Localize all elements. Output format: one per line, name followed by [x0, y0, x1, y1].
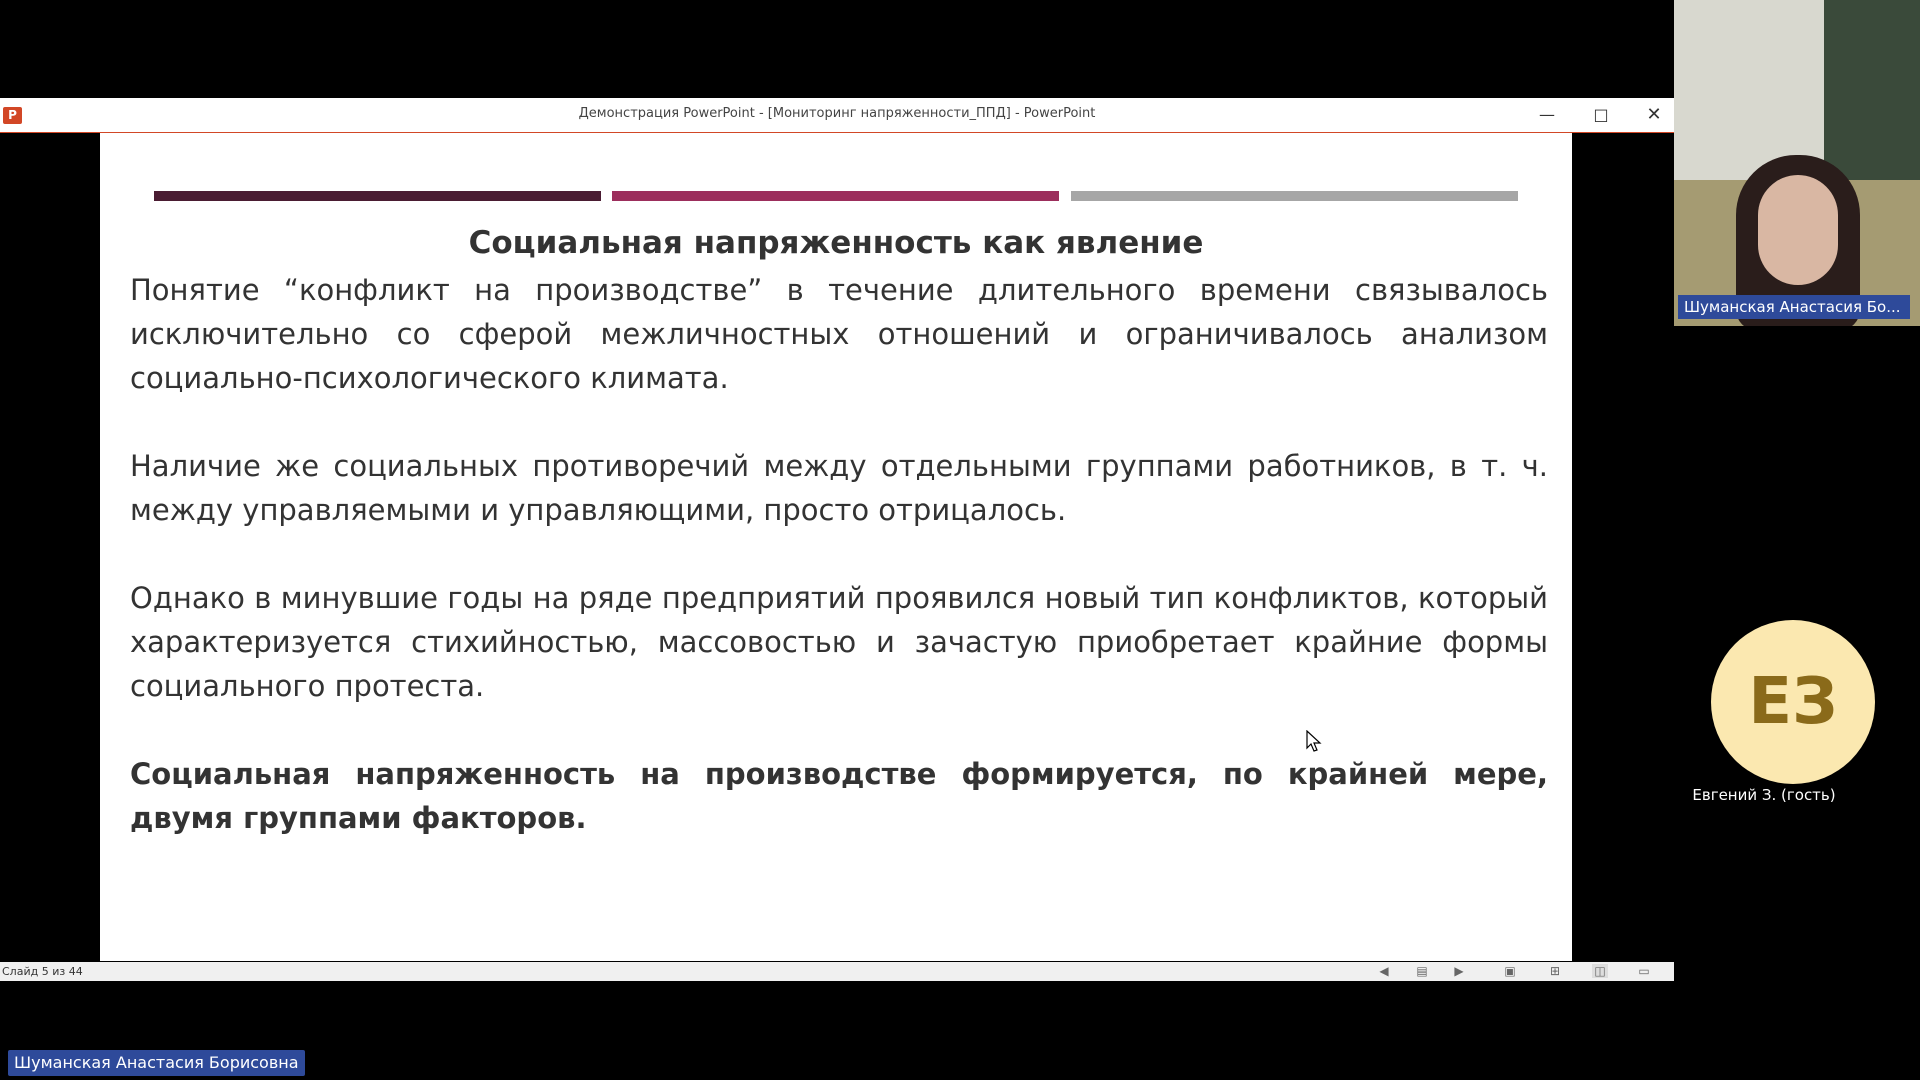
- decorative-bar-gray: [1071, 191, 1518, 201]
- slide-title: Социальная напряженность как явление: [468, 225, 1204, 261]
- notes-icon[interactable]: ▤: [1416, 964, 1428, 978]
- slide-body: [130, 268, 1548, 884]
- maximize-icon[interactable]: □: [1593, 105, 1609, 124]
- decorative-bar-magenta: [612, 191, 1059, 201]
- participant-name: Евгений З. (гость): [1692, 786, 1836, 804]
- mouse-cursor-icon: [1306, 730, 1322, 754]
- presenter-name-label: Шуманская Анастасия Борисовна: [8, 1050, 305, 1076]
- video-tile-name: Шуманская Анастасия Бо...: [1678, 295, 1910, 319]
- presenter-video-tile[interactable]: [1674, 0, 1920, 326]
- reading-view-icon[interactable]: ◫: [1592, 964, 1608, 978]
- slide-paragraph: Однако в минувшие годы на ряде предприятий проявился новый тип конфликтов, который характеризуется стихийностью, массовостью и зачастую приобретает крайние формы социального протеста.: [130, 581, 1548, 703]
- slide-sorter-icon[interactable]: ⊞: [1549, 964, 1561, 978]
- powerpoint-icon[interactable]: P: [3, 107, 22, 124]
- status-bar: [0, 962, 1674, 981]
- close-icon[interactable]: ✕: [1646, 104, 1662, 125]
- slide: [100, 133, 1572, 961]
- normal-view-icon[interactable]: ▣: [1504, 964, 1516, 978]
- decorative-bar-dark: [154, 191, 601, 201]
- slide-counter: Слайд 5 из 44: [2, 965, 83, 978]
- slide-bold-paragraph: Социальная напряженность на производстве формируется, по крайней мере, двумя группами факторов.: [130, 757, 1548, 835]
- minimize-icon[interactable]: —: [1539, 105, 1555, 124]
- presenter-face: [1758, 175, 1838, 285]
- video-background: [1674, 0, 1824, 180]
- slideshow-icon[interactable]: ▭: [1638, 964, 1650, 978]
- slide-paragraph: Понятие “конфликт на производстве” в течение длительного времени связывалось исключительно со сферой межличностных отношений и ограничивалось анализом социально-психологического климата.: [130, 273, 1548, 395]
- powerpoint-window: [0, 98, 1674, 982]
- window-title: Демонстрация PowerPoint - [Мониторинг напряженности_ППД] - PowerPoint: [578, 106, 1096, 121]
- participant-avatar[interactable]: ЕЗ: [1711, 620, 1875, 784]
- slide-paragraph: Наличие же социальных противоречий между отдельными группами работников, в т. ч. между управляемыми и управляющими, просто отрицалось.: [130, 449, 1548, 527]
- next-icon[interactable]: ▶: [1454, 964, 1464, 978]
- title-bar: [0, 98, 1674, 133]
- previous-icon[interactable]: ◀: [1379, 964, 1389, 978]
